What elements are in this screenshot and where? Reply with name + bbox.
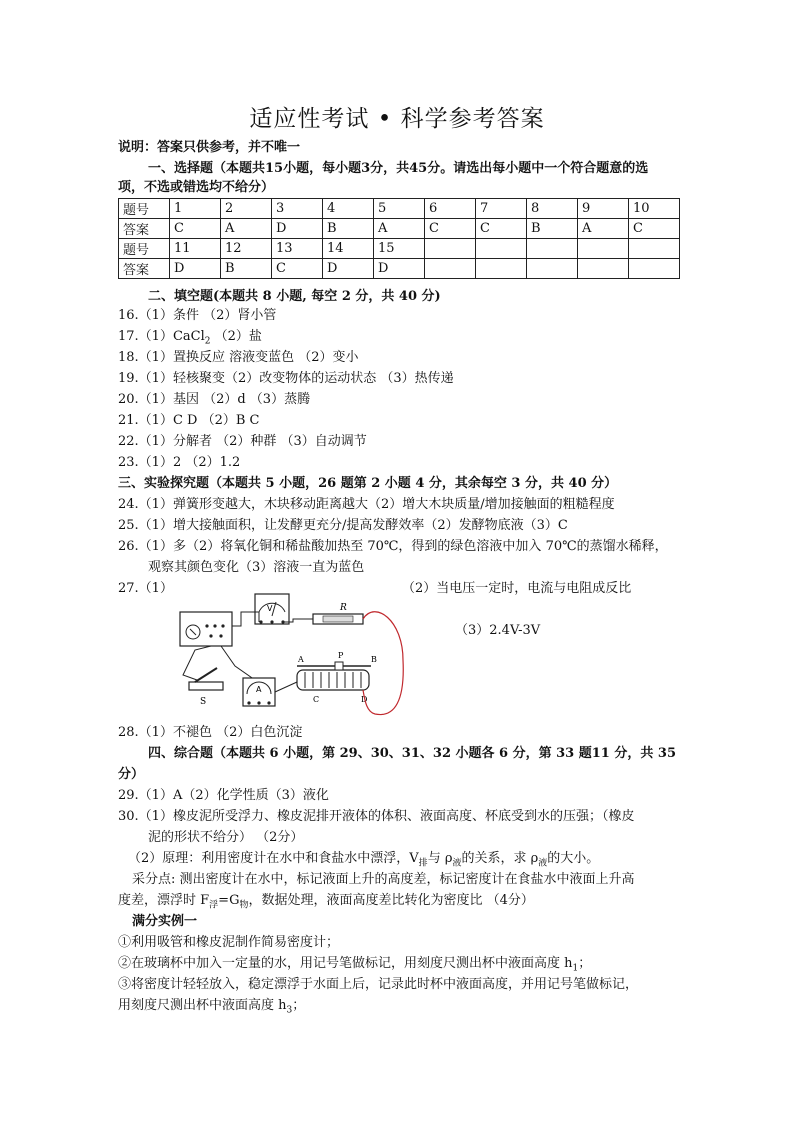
answer-30-scoring-cont [118, 892, 534, 915]
terminal [259, 620, 262, 623]
table-cell: 5 [374, 199, 425, 219]
table-row [119, 259, 680, 279]
table-cell: C [425, 219, 476, 239]
section2-heading: 二、填空题(本题共 8 小题, 每空 2 分，共 40 分) [148, 289, 441, 304]
table-cell: C [272, 259, 323, 279]
table-cell: 2 [221, 199, 272, 219]
table-cell [425, 239, 476, 259]
table-cell: 7 [476, 199, 527, 219]
table-cell: 1 [170, 199, 221, 219]
answer-17-part: （2）盐 [210, 329, 262, 344]
step-3-cont [118, 997, 305, 1020]
table-cell: 9 [578, 199, 629, 219]
table-cell [476, 239, 527, 259]
table-cell: D [272, 219, 323, 239]
label-c: C [313, 695, 320, 704]
table-cell: 6 [425, 199, 476, 219]
section1-heading: 一、选择题（本题共15小题，每小题3分，共45分。请选出每小题中一个符合题意的选 [148, 161, 649, 176]
terminal [267, 701, 270, 704]
switch-base [189, 682, 223, 690]
subscript: 3 [286, 1005, 293, 1016]
label-b: B [371, 655, 377, 664]
text-part: ； [292, 998, 306, 1013]
answer-table [118, 198, 680, 279]
table-cell [476, 259, 527, 279]
table-cell: B [323, 219, 374, 239]
text-part: ； [578, 956, 592, 971]
answer-26-cont: 观察其颜色变化（3）溶液一直为蓝色 [148, 560, 365, 575]
answer-30-principle [128, 850, 599, 873]
switch-label: S [200, 697, 207, 707]
terminal [270, 620, 273, 623]
table-cell: 14 [323, 239, 374, 259]
page-title: 适应性考试 • 科学参考答案 [249, 106, 545, 132]
table-cell: 10 [629, 199, 680, 219]
table-cell [578, 259, 629, 279]
note: 说明：答案只供参考，并不唯一 [118, 140, 301, 155]
circuit-diagram [175, 590, 410, 720]
table-cell: B [221, 259, 272, 279]
table-cell: D [374, 259, 425, 279]
table-cell: 4 [323, 199, 374, 219]
answer-30: 30.（1）橡皮泥所受浮力、橡皮泥排开液体的体积、液面高度、杯底受到水的压强；（橡皮 [118, 809, 635, 824]
resistor-body [323, 616, 353, 622]
answer-30-scoring: 采分点: 测出密度计在水中，标记液面上升的高度差，标记密度计在食盐水中液面上升高 [132, 872, 635, 887]
step-2 [118, 955, 591, 978]
red-wire [363, 612, 403, 715]
terminal [221, 624, 224, 627]
wire [221, 646, 255, 680]
table-row [119, 199, 680, 219]
answer-27-3: （3）2.4V-3V [455, 623, 541, 638]
table-cell: 题号 [119, 239, 170, 259]
table-cell [629, 259, 680, 279]
table-cell: 答案 [119, 259, 170, 279]
answer-25: 25.（1）增大接触面积，让发酵更充分/提高发酵效率（2）发酵物底液（3）C [118, 518, 568, 533]
terminal [219, 634, 222, 637]
table-cell: 题号 [119, 199, 170, 219]
text-part: 用刻度尺测出杯中液面高度 h [118, 998, 287, 1013]
text-part: 的关系，求 ρ [461, 851, 539, 866]
answer-16: 16.（1）条件 （2）肾小管 [118, 308, 277, 323]
subscript: 2 [204, 336, 211, 347]
table-cell: 12 [221, 239, 272, 259]
wire [275, 682, 297, 692]
label-a: A [298, 655, 304, 664]
table-cell: D [170, 259, 221, 279]
answer-17-part: 17.（1）CaCl [118, 329, 205, 344]
answer-20: 20.（1）基因 （2）d （3）蒸腾 [118, 392, 311, 407]
terminal [209, 634, 212, 637]
subscript: 液 [538, 858, 548, 869]
answer-29: 29.（1）A（2）化学性质（3）液化 [118, 788, 329, 803]
table-cell: C [629, 219, 680, 239]
example-heading: 满分实例一 [132, 914, 198, 929]
terminal [213, 624, 216, 627]
text-part: （2）原理：利用密度计在水中和食盐水中漂浮，V [128, 851, 419, 866]
table-cell [527, 259, 578, 279]
text-part: ②在玻璃杯中加入一定量的水，用记号笔做标记，用刻度尺测出杯中液面高度 h [118, 956, 573, 971]
section4-heading: 四、综合题（本题共 6 小题，第 29、30、31、32 小题各 6 分，第 33 题11 分，共 35 [148, 746, 676, 761]
table-cell: C [170, 219, 221, 239]
section3-heading: 三、实验探究题（本题共 5 小题，26 题第 2 小题 4 分，其余每空 3 分，共 40 分） [118, 476, 618, 491]
answer-17 [118, 328, 262, 351]
section1-heading-cont: 项，不选或错选均不给分） [118, 180, 275, 195]
text-part: 与 ρ [427, 851, 453, 866]
text-part: ，数据处理，液面高度差比转化为密度比 （4分） [248, 893, 534, 908]
table-cell: 8 [527, 199, 578, 219]
table-cell [425, 259, 476, 279]
answer-24: 24.（1）弹簧形变越大，木块移动距离越大（2）增大木块质量/增加接触面的粗糙程度 [118, 497, 615, 512]
table-cell: D [323, 259, 374, 279]
step-3: ③将密度计轻轻放入，稳定漂浮于水面上后，记录此时杯中液面高度，并用记号笔做标记， [118, 977, 639, 992]
table-cell: C [476, 219, 527, 239]
table-cell: 答案 [119, 219, 170, 239]
table-cell: A [374, 219, 425, 239]
text-part: 度差，漂浮时 F [118, 893, 210, 908]
table-cell: 11 [170, 239, 221, 259]
voltmeter-label: V [267, 604, 273, 613]
answer-27-1: 27.（1） [118, 581, 173, 596]
table-cell [578, 239, 629, 259]
answer-27-2: （2）当电压一定时，电流与电阻成反比 [402, 581, 632, 596]
answer-23: 23.（1）2 （2）1.2 [118, 455, 241, 470]
rheostat-slider [335, 662, 343, 670]
label-d: D [361, 695, 368, 704]
table-cell: A [221, 219, 272, 239]
table-cell: 3 [272, 199, 323, 219]
table-cell: B [527, 219, 578, 239]
terminal [205, 624, 208, 627]
subscript: 排 [418, 858, 428, 869]
answer-28: 28.（1）不褪色 （2）白色沉淀 [118, 725, 303, 740]
subscript: 物 [239, 900, 249, 911]
answer-26: 26.（1）多（2）将氧化铜和稀盐酸加热至 70℃，得到的绿色溶液中加入 70℃的蒸馏水稀释， [118, 539, 668, 554]
label-p: P [338, 651, 344, 660]
switch-lever [195, 668, 217, 682]
answer-22: 22.（1）分解者 （2）种群 （3）自动调节 [118, 434, 367, 449]
table-row [119, 219, 680, 239]
text-part: =G [218, 893, 240, 908]
terminal [257, 701, 260, 704]
answer-19: 19.（1）轻核聚变（2）改变物体的运动状态 （3）热传递 [118, 371, 454, 386]
step-1: ①利用吸管和橡皮泥制作简易密度计； [118, 935, 340, 950]
table-cell [629, 239, 680, 259]
table-cell [527, 239, 578, 259]
answer-18: 18.（1）置换反应 溶液变蓝色 （2）变小 [118, 350, 359, 365]
answer-30-cont: 泥的形状不给分） （2分） [148, 830, 304, 845]
rheostat [297, 670, 369, 690]
table-cell: A [578, 219, 629, 239]
answer-21: 21.（1）C D （2）B C [118, 413, 260, 428]
table-cell: 13 [272, 239, 323, 259]
subscript: 浮 [209, 900, 219, 911]
table-row [119, 239, 680, 259]
terminal [247, 701, 250, 704]
text-part: 的大小。 [547, 851, 600, 866]
section4-heading-cont: 分） [118, 767, 145, 782]
subscript: 1 [572, 963, 579, 974]
ammeter-label: A [256, 685, 262, 694]
table-cell: 15 [374, 239, 425, 259]
subscript: 液 [452, 858, 462, 869]
resistor-label: R [340, 603, 347, 613]
